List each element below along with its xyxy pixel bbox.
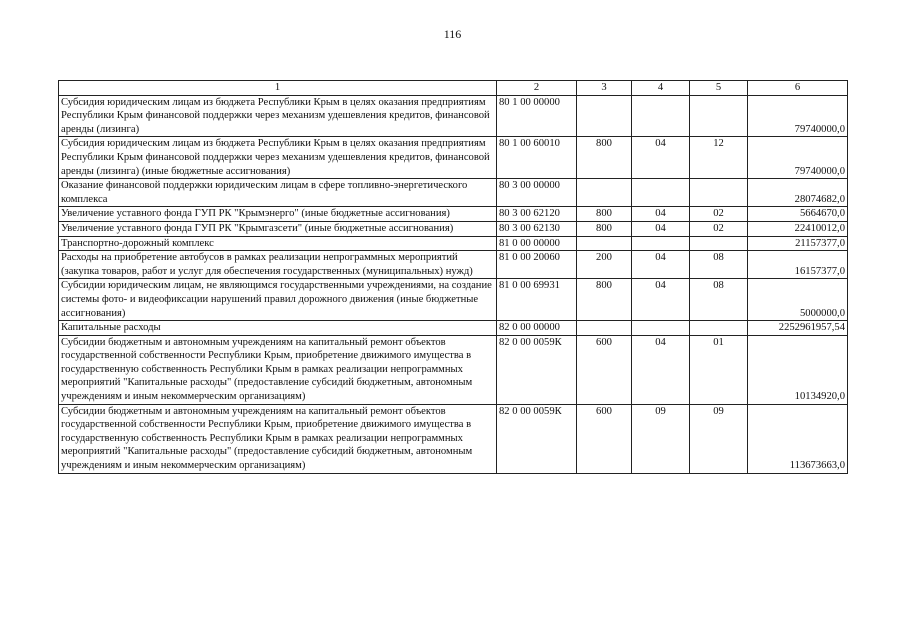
item-amount: 2252961957,54 — [748, 321, 848, 336]
item-rz: 04 — [632, 251, 690, 279]
item-vr: 600 — [577, 335, 632, 404]
item-rz: 04 — [632, 137, 690, 179]
column-header: 6 — [748, 81, 848, 96]
item-name: Расходы на приобретение автобусов в рамках реализации непрограммных мероприятий (закупка товаров, работ и услуг для обеспечения государственных (муниципальных) нужд) — [59, 251, 497, 279]
item-pr: 02 — [690, 207, 748, 222]
item-name: Капитальные расходы — [59, 321, 497, 336]
item-pr: 08 — [690, 251, 748, 279]
item-amount: 10134920,0 — [748, 335, 848, 404]
table-row — [59, 236, 848, 251]
item-code: 80 3 00 00000 — [497, 179, 577, 207]
item-rz: 04 — [632, 279, 690, 321]
budget-table — [58, 80, 848, 474]
item-pr: 02 — [690, 221, 748, 236]
column-header: 5 — [690, 81, 748, 96]
item-code: 82 0 00 00000 — [497, 321, 577, 336]
item-rz: 04 — [632, 335, 690, 404]
table-row — [59, 221, 848, 236]
table-row — [59, 137, 848, 179]
item-vr: 800 — [577, 137, 632, 179]
item-amount: 21157377,0 — [748, 236, 848, 251]
column-header: 1 — [59, 81, 497, 96]
item-amount: 79740000,0 — [748, 137, 848, 179]
item-rz — [632, 321, 690, 336]
item-rz — [632, 95, 690, 137]
item-code: 80 3 00 62120 — [497, 207, 577, 222]
item-amount: 79740000,0 — [748, 95, 848, 137]
item-code: 80 3 00 62130 — [497, 221, 577, 236]
item-vr: 800 — [577, 221, 632, 236]
item-pr — [690, 236, 748, 251]
table-row — [59, 251, 848, 279]
table-row — [59, 404, 848, 473]
item-amount: 28074682,0 — [748, 179, 848, 207]
column-header: 3 — [577, 81, 632, 96]
item-rz: 09 — [632, 404, 690, 473]
item-pr — [690, 95, 748, 137]
item-name: Транспортно-дорожный комплекс — [59, 236, 497, 251]
table-row — [59, 321, 848, 336]
table-row — [59, 95, 848, 137]
item-name: Оказание финансовой поддержки юридическим лицам в сфере топливно-энергетического комплекса — [59, 179, 497, 207]
item-name: Увеличение уставного фонда ГУП РК "Крымэнерго" (иные бюджетные ассигнования) — [59, 207, 497, 222]
item-name: Субсидия юридическим лицам из бюджета Республики Крым в целях оказания предприятиям Республики Крым финансовой поддержки через механизм удешевления кредитов, финансовой аренды (лизинга) (иные бюджетные ассигнования) — [59, 137, 497, 179]
item-name: Субсидии бюджетным и автономным учреждениям на капитальный ремонт объектов государственной собственности Республики Крым, приобретение движимого имущества в государственную собственность Республики Крым в рамках реализации непрограммных мероприятий "Капитальные расходы" (предоставление субсидий бюджетным, автономным учреждениям и иным некоммерческим организациям) — [59, 404, 497, 473]
item-name: Субсидии юридическим лицам, не являющимся государственными учреждениями, на создание системы фото- и видеофиксации нарушений правил дорожного движения (иные бюджетные ассигнования) — [59, 279, 497, 321]
item-code: 82 0 00 0059К — [497, 404, 577, 473]
item-amount: 22410012,0 — [748, 221, 848, 236]
item-vr — [577, 95, 632, 137]
item-code: 81 0 00 20060 — [497, 251, 577, 279]
table-row — [59, 335, 848, 404]
table-row — [59, 179, 848, 207]
item-vr: 600 — [577, 404, 632, 473]
item-name: Субсидии бюджетным и автономным учреждениям на капитальный ремонт объектов государственной собственности Республики Крым, приобретение движимого имущества в государственную собственность Республики Крым в рамках реализации непрограммных мероприятий "Капитальные расходы" (предоставление субсидий бюджетным, автономным учреждениям и иным некоммерческим организациям) — [59, 335, 497, 404]
item-rz: 04 — [632, 221, 690, 236]
column-header: 4 — [632, 81, 690, 96]
item-pr: 08 — [690, 279, 748, 321]
table-header-row — [59, 81, 848, 96]
item-amount: 5664670,0 — [748, 207, 848, 222]
table-row — [59, 279, 848, 321]
item-rz — [632, 179, 690, 207]
table-row — [59, 207, 848, 222]
item-pr: 12 — [690, 137, 748, 179]
item-rz — [632, 236, 690, 251]
item-pr: 09 — [690, 404, 748, 473]
page-number: 116 — [443, 27, 462, 41]
item-name: Субсидия юридическим лицам из бюджета Республики Крым в целях оказания предприятиям Республики Крым финансовой поддержки через механизм удешевления кредитов, финансовой аренды (лизинга) — [59, 95, 497, 137]
item-code: 81 0 00 00000 — [497, 236, 577, 251]
item-amount: 113673663,0 — [748, 404, 848, 473]
item-amount: 16157377,0 — [748, 251, 848, 279]
item-pr — [690, 179, 748, 207]
item-vr — [577, 321, 632, 336]
item-vr — [577, 179, 632, 207]
item-pr — [690, 321, 748, 336]
item-name: Увеличение уставного фонда ГУП РК "Крымгазсети" (иные бюджетные ассигнования) — [59, 221, 497, 236]
item-vr — [577, 236, 632, 251]
item-code: 82 0 00 0059К — [497, 335, 577, 404]
item-vr: 800 — [577, 279, 632, 321]
item-vr: 800 — [577, 207, 632, 222]
item-code: 80 1 00 60010 — [497, 137, 577, 179]
item-vr: 200 — [577, 251, 632, 279]
item-amount: 5000000,0 — [748, 279, 848, 321]
item-code: 81 0 00 69931 — [497, 279, 577, 321]
item-pr: 01 — [690, 335, 748, 404]
item-rz: 04 — [632, 207, 690, 222]
item-code: 80 1 00 00000 — [497, 95, 577, 137]
column-header: 2 — [497, 81, 577, 96]
